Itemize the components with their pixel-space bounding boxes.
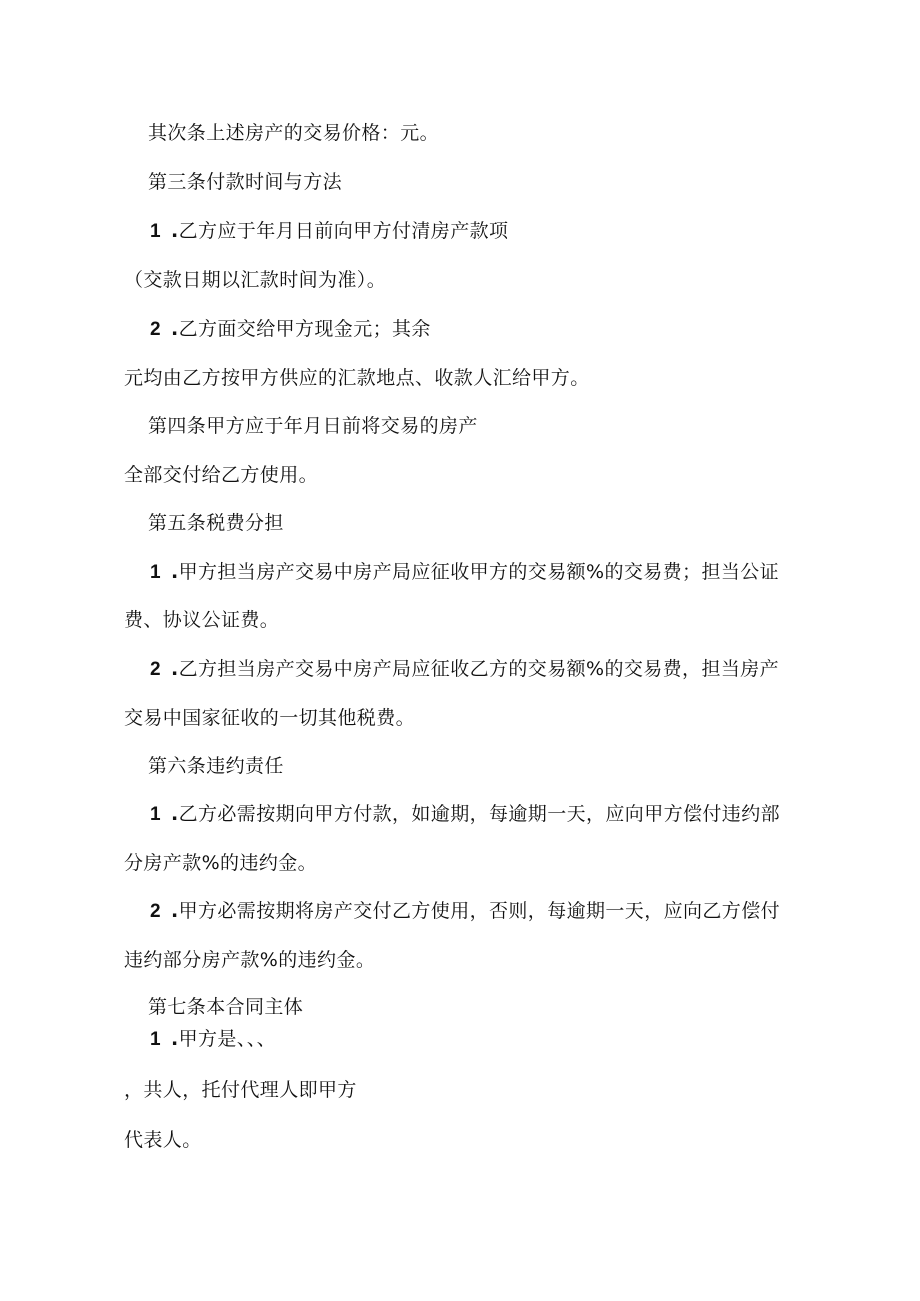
clause-4-cont: 全部交付给乙方使用。 [124, 464, 319, 486]
item-number: 1 [150, 221, 161, 242]
item-text: 乙方应于年月日前向甲方付清房产款项 [178, 220, 509, 242]
clause-6-item-1-cont: 分房产款%的违约金。 [124, 852, 318, 874]
clause-3-item-2 [150, 316, 431, 343]
clause-5-item-1 [150, 559, 779, 586]
clause-5-item-2-cont: 交易中国家征收的一切其他税费。 [124, 707, 416, 729]
item-number: 2 [150, 901, 161, 922]
item-text: 乙方必需按期向甲方付款，如逾期，每逾期一天，应向甲方偿付违约部 [178, 803, 780, 825]
item-number: 2 [150, 659, 161, 680]
clause-3-heading: 第三条付款时间与方法 [148, 171, 343, 193]
clause-3-item-1-cont: （交款日期以汇款时间为准）。 [124, 269, 387, 291]
item-text: 乙方面交给甲方现金元；其余 [178, 318, 431, 340]
item-text: 甲方是、、、 [178, 1028, 276, 1050]
item-dot: . [170, 318, 179, 340]
clause-6-item-2 [150, 898, 780, 925]
item-dot: . [170, 803, 179, 825]
item-dot: . [170, 220, 179, 242]
item-number: 2 [150, 319, 161, 340]
clause-4: 第四条甲方应于年月日前将交易的房产 [148, 415, 478, 437]
clause-7-item-1-cont: ，共人，托付代理人即甲方 [124, 1079, 357, 1101]
clause-6-item-1 [150, 801, 780, 828]
item-text: 甲方必需按期将房产交付乙方使用，否则，每逾期一天，应向乙方偿付 [178, 900, 780, 922]
clause-7-item-1-end: 代表人。 [124, 1129, 202, 1151]
item-text: 甲方担当房产交易中房产局应征收甲方的交易额%的交易费；担当公证 [178, 561, 780, 583]
clause-7-heading: 第七条本合同主体 [148, 996, 304, 1018]
clause-5-item-1-cont: 费、协议公证费。 [124, 609, 280, 631]
item-number: 1 [150, 1029, 161, 1050]
item-number: 1 [150, 804, 161, 825]
clause-5-item-2 [150, 656, 779, 683]
item-text: 乙方担当房产交易中房产局应征收乙方的交易额%的交易费，担当房产 [178, 658, 780, 680]
item-dot: . [170, 1028, 179, 1050]
clause-5-heading: 第五条税费分担 [148, 512, 284, 534]
clause-6-heading: 第六条违约责任 [148, 755, 284, 777]
clause-7-item-1 [150, 1026, 276, 1053]
clause-6-item-2-cont: 违约部分房产款%的违约金。 [124, 949, 376, 971]
item-dot: . [170, 658, 179, 680]
clause-3-item-1 [150, 218, 508, 245]
item-dot: . [170, 561, 179, 583]
item-number: 1 [150, 562, 161, 583]
item-dot: . [170, 900, 179, 922]
clause-3-item-2-cont: 元均由乙方按甲方供应的汇款地点、收款人汇给甲方。 [124, 367, 590, 389]
clause-2-price: 其次条上述房产的交易价格：元。 [148, 122, 440, 144]
